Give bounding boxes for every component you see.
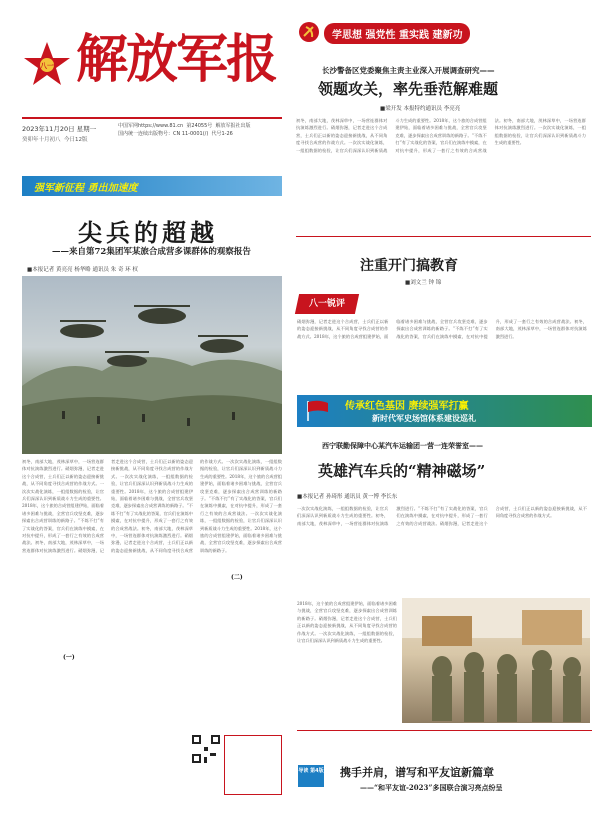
publication-meta: 中国军网https://www.81.cn 第24055号 解放军报社出版 国内统一连续出版物号：CN 11-0001(/) 代号1-26 xyxy=(118,123,251,137)
editorial-byline: ■刘文兰 钟 锦 xyxy=(405,280,442,286)
lead-byline: ■本报记者 黄亮亮 杨华略 通讯员 朱 奇 环 权 xyxy=(27,267,138,273)
editorial-body: 硝烟弥漫，记者走进这个合成营，士兵们正以新的姿态迎接新挑战，从不同角度寻找合成营的作战方式。2018年，这个旅的合成营组建伊始，面临着诸多困难与挑战，全营官兵攻坚克难，逐步探索出合成营训练的新路子。“不练不打”有了实战化的答案，官兵们在演练中摸索，在对抗中提升，形成了一套行之有效的合成营战法。初冬，南部大地，茂林深草中，一场营连群体对抗演练激烈进行。 xyxy=(297,319,587,339)
slogan-text: 学思想 强党性 重实践 建新功 xyxy=(324,23,470,44)
heritage-banner-line1: 传承红色基因 赓续强军打赢 xyxy=(345,401,469,412)
right-top-headline: 领题攻关，率先垂范解难题 xyxy=(318,80,499,98)
website[interactable]: 中国军网https://www.81.cn xyxy=(118,123,184,129)
soldiers-honor-room-photo xyxy=(402,598,590,723)
party-emblem-icon xyxy=(298,21,320,43)
svg-text:八一: 八一 xyxy=(40,62,54,70)
newspaper-masthead: 解放军报 xyxy=(76,29,277,90)
heritage-banner xyxy=(297,395,592,427)
bottom-headline[interactable]: 携手并肩，谱写和平友谊新篇章 xyxy=(340,766,494,779)
right-lower-body-2: 2018年，这个旅的合成营组建伊始，面临着诸多困难与挑战，全营官兵攻坚克难，逐步探索出合成营训练的新路子。硝烟弥漫，记者走进这个合成营，士兵们正以新的姿态迎接新挑战，从不同角度寻找合成营的作战方式。一次次实战化演练，一组组数据的检验，让官兵们深深认识到新质战斗力生成的重要性。 xyxy=(297,601,397,644)
right-lower-byline: ■本报记者 孙琦彤 通讯员 黄一博 李长东 xyxy=(297,494,398,500)
flag-icon xyxy=(305,399,331,423)
lead-headline: 尖兵的超越 xyxy=(78,218,218,247)
lunar-date: 癸卯年十月初八 今日12版 xyxy=(22,137,88,143)
army-star-emblem-icon xyxy=(22,40,72,90)
heritage-banner-line2: 新时代军史场馆体系建设巡礼 xyxy=(372,414,476,423)
right-top-body: 初冬，南部大地，茂林深草中，一场营连群体对抗演练激烈进行。硝烟弥漫，记者走进这个合成营，士兵们正以新的姿态迎接新挑战，从不同角度寻找合成营的作战方式。一次次实战化演练，一组组数据的检验，让官兵们深深认识到新质战斗力生成的重要性。2018年，这个旅的合成营组建伊始，面临着诸多困难与挑战，全营官兵攻坚克难，逐步探索出合成营训练的新路子。“不练不打”有了实战化的答案，官兵们在演练中摸索，在对抗中提升，形成了一套行之有效的合成营战法。初冬，南部大地，茂林深草中，一场营连群体对抗演练激烈进行。一次次实战化演练，一组组数据的检验，让官兵们深深认识到新质战斗力生成的重要性。 xyxy=(296,118,586,153)
guide-tag: 导读 第4版 xyxy=(298,765,324,787)
right-top-kicker: 长沙警备区党委聚焦主责主业深入开展调查研究—— xyxy=(322,66,495,75)
qr-code-icon[interactable] xyxy=(190,733,222,765)
qr-caption xyxy=(224,735,282,795)
lead-subtitle: ——来自第72集团军某旅合成营多课群体的观察报告 xyxy=(52,247,251,257)
slogan-banner xyxy=(292,15,592,51)
right-lower-body: 一次次实战化演练，一组组数据的检验，让官兵们深深认识到新质战斗力生成的重要性。初冬，南部大地，茂林深草中，一场营连群体对抗演练激烈进行。“不练不打”有了实战化的答案，官兵们在演练中摸索，在对抗中提升，形成了一套行之有效的合成营战法。硝烟弥漫，记者走进这个合成营，士兵们正以新的姿态迎接新挑战，从不同角度寻找合成营的作战方式。 xyxy=(297,506,587,526)
helicopter-exercise-photo xyxy=(22,276,282,454)
divider xyxy=(296,236,591,237)
right-lower-headline: 英雄汽车兵的“精神磁场” xyxy=(318,462,486,480)
bottom-rule xyxy=(297,730,592,731)
rui-ping-badge: 八一锐评 xyxy=(295,294,359,314)
editorial-headline: 注重开门搞教育 xyxy=(360,258,458,274)
section-mark-2: (二) xyxy=(228,572,246,581)
series-banner: 强军新征程 勇出加速度 xyxy=(22,176,282,196)
bottom-subtitle: ——“和平友谊-2023”多国联合演习亮点纷呈 xyxy=(360,783,503,792)
right-top-byline: ■梁开发 本报特约通讯员 李亮亮 xyxy=(380,106,461,112)
lead-body: 初冬，南部大地，茂林深草中，一场营连群体对抗演练激烈进行。硝烟弥漫，记者走进这个合成营，士兵们正以新的姿态迎接新挑战，从不同角度寻找合成营的作战方式。一次次实战化演练，一组组数据的检验，让官兵们深深认识到新质战斗力生成的重要性。2018年，这个旅的合成营组建伊始，面临着诸多困难与挑战，全营官兵攻坚克难，逐步探索出合成营训练的新路子。“不练不打”有了实战化的答案，官兵们在演练中摸索，在对抗中提升，形成了一套行之有效的合成营战法。初冬，南部大地，茂林深草中，一场营连群体对抗演练激烈进行。硝烟弥漫，记者走进这个合成营，士兵们正以新的姿态迎接新挑战，从不同角度寻找合成营的作战方式。一次次实战化演练，一组组数据的检验，让官兵们深深认识到新质战斗力生成的重要性。2018年，这个旅的合成营组建伊始，面临着诸多困难与挑战，全营官兵攻坚克难，逐步探索出合成营训练的新路子。“不练不打”有了实战化的答案，官兵们在演练中摸索，在对抗中提升，形成了一套行之有效的合成营战法。初冬，南部大地，茂林深草中，一场营连群体对抗演练激烈进行。硝烟弥漫，记者走进这个合成营，士兵们正以新的姿态迎接新挑战，从不同角度寻找合成营的作战方式。一次次实战化演练，一组组数据的检验，让官兵们深深认识到新质战斗力生成的重要性。2018年，这个旅的合成营组建伊始，面临着诸多困难与挑战，全营官兵攻坚克难，逐步探索出合成营训练的新路子。“不练不打”有了实战化的答案，官兵们在演练中摸索，在对抗中提升，形成了一套行之有效的合成营战法。一次次实战化演练，一组组数据的检验，让官兵们深深认识到新质战斗力生成的重要性。2018年，这个旅的合成营组建伊始，面临着诸多困难与挑战，全营官兵攻坚克难，逐步探索出合成营训练的新路子。 xyxy=(22,459,282,553)
section-mark-1: (一) xyxy=(60,652,78,661)
masthead-rule xyxy=(22,117,282,119)
right-lower-kicker: 西宁联勤保障中心某汽车运输团一营一连荣誉室—— xyxy=(322,442,483,450)
issue-date: 2023年11月20日 星期一 xyxy=(22,125,97,133)
